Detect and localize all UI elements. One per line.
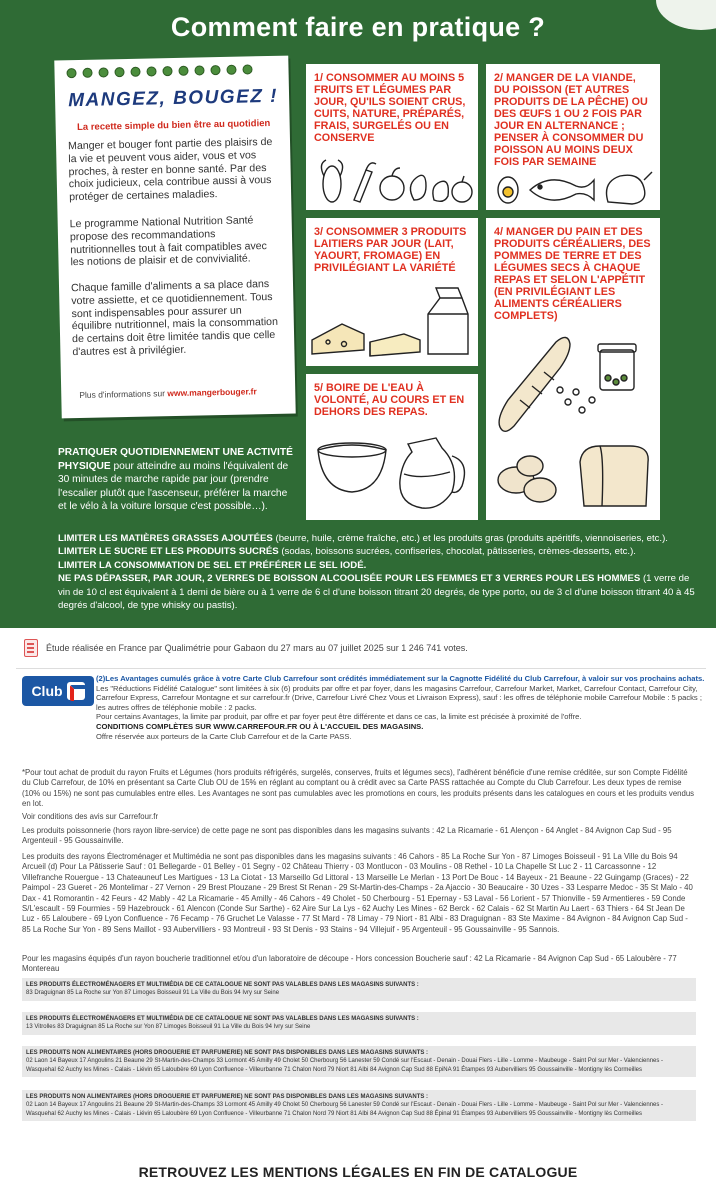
legal-voir: Voir conditions des avis sur Carrefour.fr <box>22 812 159 821</box>
fish-egg-meat-icon <box>494 168 654 208</box>
store-box-2: LES PRODUITS ÉLECTROMÉNAGERS ET MULTIMÉDIA DE CE CATALOGUE NE SONT PAS VALABLES DANS LES MAGASINS SUIVANTS : 13 Vitrolles 83 Draguignan 85 La Roche sur Yon 87 Limoges Boisseuil 91 La Ville du Bois 94 Ivry sur Seine <box>22 1012 696 1035</box>
limit-salt: LIMITER LA CONSOMMATION DE SEL ET PRÉFÉRER LE SEL IODÉ. <box>58 559 367 571</box>
carrefour-logo-icon <box>67 682 85 700</box>
legal-electro: Les produits des rayons Électroménager et Multimédia ne sont pas disponibles dans les magasins suivants : 46 Cahors - 85 La Roche Sur Yon - 87 Limoges Boisseuil - 91 La Ville du Bois 94 Arcueil (d) Pour La Pâtisserie Sauf : 01 Bellegarde - 01 Belley - 01 Segny - 02 Château Thierry - 03 Montlucon - 03 Moulins - 08 Rethel - 10 La Chapelle St Luc 2 - 11 Carcassonne - 12 Villefranche Rouergue - 13 Chateauneuf Les Martigues - 13 La Ciotat - 13 Marseillo Gd Littoral - 13 Marseille Le Merlan - 13 Port De Bouc - 14 Bayeux - 21 Beaune - 22 Guingamp (Graces) - 22 Paimpol - 23 Gueret - 26 Montelimar - 27 Vernon - 29 Brest Plouzane - 29 Brest St Renan - 29 St-Martin-des-Champs - 2a Ajaccio - 30 Beaucaire - 30 Uzes - 33 Lesparre Medoc - 35 St Malo - 40 Dax - 41 Romorantin - 42 Feurs - 42 Mably - 42 La Ricamarie - 45 Amilly - 46 Cahors - 49 Cholet - 50 Cherbourg - 51 Epernay - 53 Laval - 56 Lorient - 57 Thionville - 59 Armentieres - 59 Conde S/L'escault - 59 Fourmies - 59 Hazebrouck - 61 Alencon (Conde Sur Sarthe) - 62 Aire Sur La Lys - 62 Auchy Les Mines - 62 Berck - 62 Calais - 62 St Martin Au Laert - 63 Thiers - 64 St Jean De Luz - 65 Laloubere - 69 Lyon Confluence - 76 Fecamp - 76 Gruchet Le Valasse - 77 St Mard - 78 Limay - 79 Niort - 81 Albi - 83 Draguignan - 83 Ste Maxime - 84 Avignon - 84 Avignon Cap Sud - 85 La Roche Sur Yon - 89 Sens Maillot - 93 Aubervilliers - 93 Montreuil - 93 St Denis - 93 Stains - 94 Villejuif - 95 Argenteuil - 95 Goussainville - 95 Sannois. <box>22 852 693 934</box>
card-1-text: 1/ CONSOMMER AU MOINS 5 FRUITS ET LÉGUMES PAR JOUR, QU'ILS SOIENT CRUS, CUITS, NATURE, PRÉPARÉS, FRAIS, SURGELÉS OU EN CONSERVE <box>314 72 466 144</box>
mangerbouger-link[interactable]: www.mangerbouger.fr <box>167 386 257 399</box>
divider <box>16 668 706 669</box>
notebook-paragraph-1: Manger et bouger font partie des plaisirs de la vie et peuvent vous aider, vous et vos proches, à rester en bonne santé. Par des choix judicieux, cela contribue aussi à vous protéger de certaines maladies. <box>67 135 273 204</box>
limit-sugar: LIMITER LE SUCRE ET LES PRODUITS SUCRÉS (sodas, boissons sucrées, confiseries, chocolat, pâtisseries, crèmes-desserts, etc.). <box>58 546 636 558</box>
notebook-more-info: Plus d'informations sur www.mangerbouger.fr <box>79 386 257 401</box>
club-line-1: (2)Les Avantages cumulés grâce à votre Carte Club Carrefour sont crédités immédiatement sur la Cagnotte Fidélité du Club Carrefour, à valoir sur vos prochains achats. <box>96 674 705 683</box>
study-text: Étude réalisée en France par Qualimétrie pour Gabaon du 27 mars au 07 juillet 2025 sur 1 246 741 votes. <box>46 643 468 653</box>
store-box-3: LES PRODUITS NON ALIMENTAIRES (HORS DROGUERIE ET PARFUMERIE) NE SONT PAS DISPONIBLES DANS LES MAGASINS SUIVANTS : 02 Laon 14 Bayeux 17 Angoulins 21 Beaune 29 St-Martin-des-Champs 33 Lormont 45 Amilly 49 Cholet 50 Cherbourg 56 Lanester 59 Condé sur l'Escaut - Denain - Douai Flers - Lille - Lomme - Maubeuge - Saint Pol sur Mer - Valenciennes - Wasquehal 62 Auchy les Mines - Calais - Liévin 65 Laloubère 69 Lyon Confluence - Villeurbanne 71 Chalon Nord 79 Niort 81 Albi 84 Avignon Cap Sud 88 EpiNA 91 Étampes 93 Aubervilliers 95 Goussainville - Montigny lès Cormeilles <box>22 1046 696 1077</box>
card-dairy <box>306 218 478 366</box>
store-box-4: LES PRODUITS NON ALIMENTAIRES (HORS DROGUERIE ET PARFUMERIE) NE SONT PAS DISPONIBLES DANS LES MAGASINS SUIVANTS : 02 Laon 14 Bayeux 17 Angoulins 21 Beaune 29 St-Martin-des-Champs 33 Lormont 45 Amilly 49 Cholet 50 Cherbourg 56 Lanester 59 Condé sur l'Escaut - Denain - Douai Flers - Lille - Lomme - Maubeuge - Saint Pol sur Mer - Valenciennes - Wasquehal 62 Auchy les Mines - Calais - Liévin 65 Laloubère 69 Lyon Confluence - Villeurbanne 71 Chalon Nord 79 Niort 81 Albi 84 Avignon Cap Sud 88 Épinal 91 Étampes 93 Aubervilliers 95 Goussainville - Montigny lès Cormeilles <box>22 1090 696 1121</box>
card-2-text: 2/ MANGER DE LA VIANDE, DU POISSON (ET AUTRES PRODUITS DE LA PÊCHE) OU DES ŒUFS 1 OU 2 FOIS PAR JOUR EN ALTERNANCE ; PENSER À CONSOMMER DU POISSON AU MOINS DEUX FOIS PAR SEMAINE <box>494 72 648 168</box>
limits-text <box>58 532 698 612</box>
card-water <box>306 374 478 520</box>
legal-boucherie: Pour les magasins équipés d'un rayon boucherie traditionnel et/ou d'un laboratoire de découpe - Hors concession Boucherie sauf : 42 La Ricamarie - 84 Avignon Cap Sud - 65 Laloubère - 77 Montereau <box>22 954 677 974</box>
club-line-5: Offre réservée aux porteurs de la Carte Club Carrefour et de la Carte PASS. <box>96 731 352 741</box>
notebook-rings <box>66 64 278 82</box>
legal-fruits: *Pour tout achat de produit du rayon Fruits et Légumes (hors produits réfrigérés, surgelés, conserves, fruits et légumes secs), l'adhérent bénéficie d'une remise créditée, sur son Compte Fidélité du Club Carrefour, de 10% en présentant sa Carte Club OU de 15% en réglant au comptant ou à crédit avec sa Carte PASS rattachée au Compte du Club Carrefour. Les deux types de remise (10% ou 15%) ne sont pas cumulables entre elles. Les Avantages ne sont pas cumulables avec les promotions en cours, les produits présents dans les catalogues en cours et les produits vendus en lot. <box>22 768 695 809</box>
page-title: Comment faire en pratique ? <box>170 12 546 42</box>
notebook-paragraph-2: Le programme National Nutrition Santé propose des recommandations nutritionnelles tout à fait compatibles avec les notions de plaisir et de convivialité. <box>69 214 268 269</box>
water-jug-icon <box>312 426 474 518</box>
study-note <box>24 638 704 658</box>
card-fruits-vegetables <box>306 64 478 210</box>
notebook-subtitle: La recette simple du bien être au quotidien <box>76 117 271 134</box>
study-icon <box>24 639 38 657</box>
notebook-heading: MANGEZ, BOUGEZ ! <box>68 85 279 112</box>
footer-legal-note: RETROUVEZ LES MENTIONS LÉGALES EN FIN DE CATALOGUE <box>138 1164 578 1180</box>
card-4-text: 4/ MANGER DU PAIN ET DES PRODUITS CÉRÉALIERS, DES POMMES DE TERRE ET DES LÉGUMES SECS À CHAQUE REPAS ET SELON L'APPÉTIT (EN PRIVILÉGIANT LES ALIMENTS CÉRÉALIERS COMPLETS) <box>494 226 651 322</box>
card-meat-fish-eggs <box>486 64 660 210</box>
notebook-card <box>54 56 295 419</box>
vegetables-fruits-icon <box>314 156 474 206</box>
club-line-4: CONDITIONS COMPLÈTES SUR WWW.CARREFOUR.FR OU À L'ACCUEIL DES MAGASINS. <box>96 721 424 731</box>
limit-alcohol: NE PAS DÉPASSER, PAR JOUR, 2 VERRES DE BOISSON ALCOOLISÉE POUR LES FEMMES ET 3 VERRES POUR LES HOMMES (1 verre de vin de 10 cl est équivalent à 1 demi de bière ou à 1 verre de 6 cl d'une boisson titrant 20 degrés, de type porto, ou de 3 cl d'une boisson titrant 40 à 45 degrés d'alcool, de type whisky ou pastis). <box>58 573 695 612</box>
notebook-paragraph-3: Chaque famille d'aliments a sa place dans votre assiette, et ce quotidiennement. Tous sont indispensables pour assurer un équilibre nutritionnel, mais la consommation de certains doit être limitée tandis que celle d'autres est à privilégier. <box>70 278 279 359</box>
legal-poissonnerie: Les produits poissonnerie (hors rayon libre-service) de cette page ne sont pas disponibles dans les magasins suivants : 42 La Ricamarie - 61 Alençon - 64 Anglet - 84 Avignon Cap Sud - 95 Argenteuil - 95 Goussainville. <box>22 826 672 846</box>
club-line-2: Les "Réductions Fidélité Catalogue" sont limitées à six (6) produits par offre et par foyer, dans les magasins Carrefour, Carrefour Market, Market, Carrefour Contact, Carrefour City, Carrefour Express, Carrefour Montagne et sur carrefour.fr (Drive, Carrefour Livré Chez Vous et Livraison Express), sauf : les offres de téléphonie mobile Carrefour Mobile : 5 packs ; les autres offres de téléphonie mobile : 2 packs. <box>96 683 702 712</box>
card-bread-cereals <box>486 218 660 520</box>
dairy-icon <box>308 284 474 362</box>
club-conditions <box>96 674 706 741</box>
limit-fat: LIMITER LES MATIÈRES GRASSES AJOUTÉES (beurre, huile, crème fraîche, etc.) et les produits gras (produits apéritifs, viennoiseries, etc.). <box>58 533 668 544</box>
activity-text: PRATIQUER QUOTIDIENNEMENT UNE ACTIVITÉ PHYSIQUE pour atteindre au moins l'équivalent de 30 minutes de marche rapide par jour (prendre l'escalier plutôt que l'ascenseur, préférer la marche et le vélo à la voiture lorsque c'est possible…). <box>58 447 293 513</box>
carrefour-club-logo <box>22 676 94 706</box>
bread-cereals-icon <box>490 330 656 516</box>
store-box-1: LES PRODUITS ÉLECTROMÉNAGERS ET MULTIMÉDIA DE CE CATALOGUE NE SONT PAS VALABLES DANS LES MAGASINS SUIVANTS : 83 Draguignan 85 La Roche sur Yon 87 Limoges Boisseuil 91 La Ville du Bois 94 Ivry sur Seine <box>22 978 696 1001</box>
club-label: Club <box>31 683 63 699</box>
club-line-3: Pour certains Avantages, la limite par produit, par offre et par foyer peut être différente et dans ce cas, la limite est précisée à proximité de l'offre. <box>96 712 582 722</box>
card-3-text: 3/ CONSOMMER 3 PRODUITS LAITIERS PAR JOUR (LAIT, YAOURT, FROMAGE) EN PRIVILÉGIANT LA VARIÉTÉ <box>314 226 467 274</box>
card-5-text: 5/ BOIRE DE L'EAU À VOLONTÉ, AU COURS ET EN DEHORS DES REPAS. <box>314 382 465 418</box>
